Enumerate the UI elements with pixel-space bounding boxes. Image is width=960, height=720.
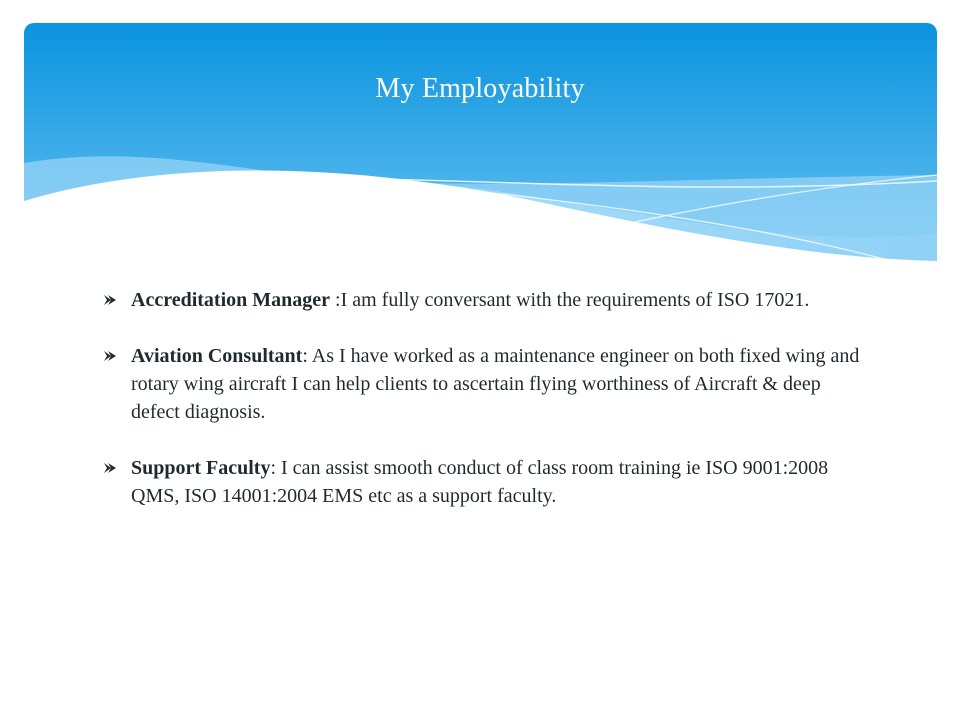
item-text: : As I have worked as a maintenance engineer on both fixed wing and rotary wing aircraft I can help clients to ascertain flying worthiness of Aircraft & deep defect diagnosis. bbox=[131, 345, 860, 423]
arrow-check-bullet-icon bbox=[103, 461, 117, 475]
header-wave-banner bbox=[24, 23, 937, 273]
slide-title: My Employability bbox=[375, 73, 585, 104]
arrow-check-bullet-icon bbox=[103, 349, 117, 363]
list-item bbox=[103, 286, 863, 314]
item-text: :I am fully conversant with the requirements of ISO 17021. bbox=[330, 289, 810, 311]
bullet-list bbox=[103, 286, 863, 538]
wave-background bbox=[24, 23, 937, 273]
item-text: : I can assist smooth conduct of class room training ie ISO 9001:2008 QMS, ISO 14001:2004 EMS etc as a support faculty. bbox=[131, 457, 829, 507]
item-heading: Support Faculty bbox=[131, 457, 271, 479]
arrow-check-bullet-icon bbox=[103, 293, 117, 307]
item-heading: Accreditation Manager bbox=[131, 289, 331, 311]
item-heading: Aviation Consultant bbox=[131, 345, 303, 367]
list-item bbox=[103, 454, 863, 510]
list-item bbox=[103, 342, 863, 426]
